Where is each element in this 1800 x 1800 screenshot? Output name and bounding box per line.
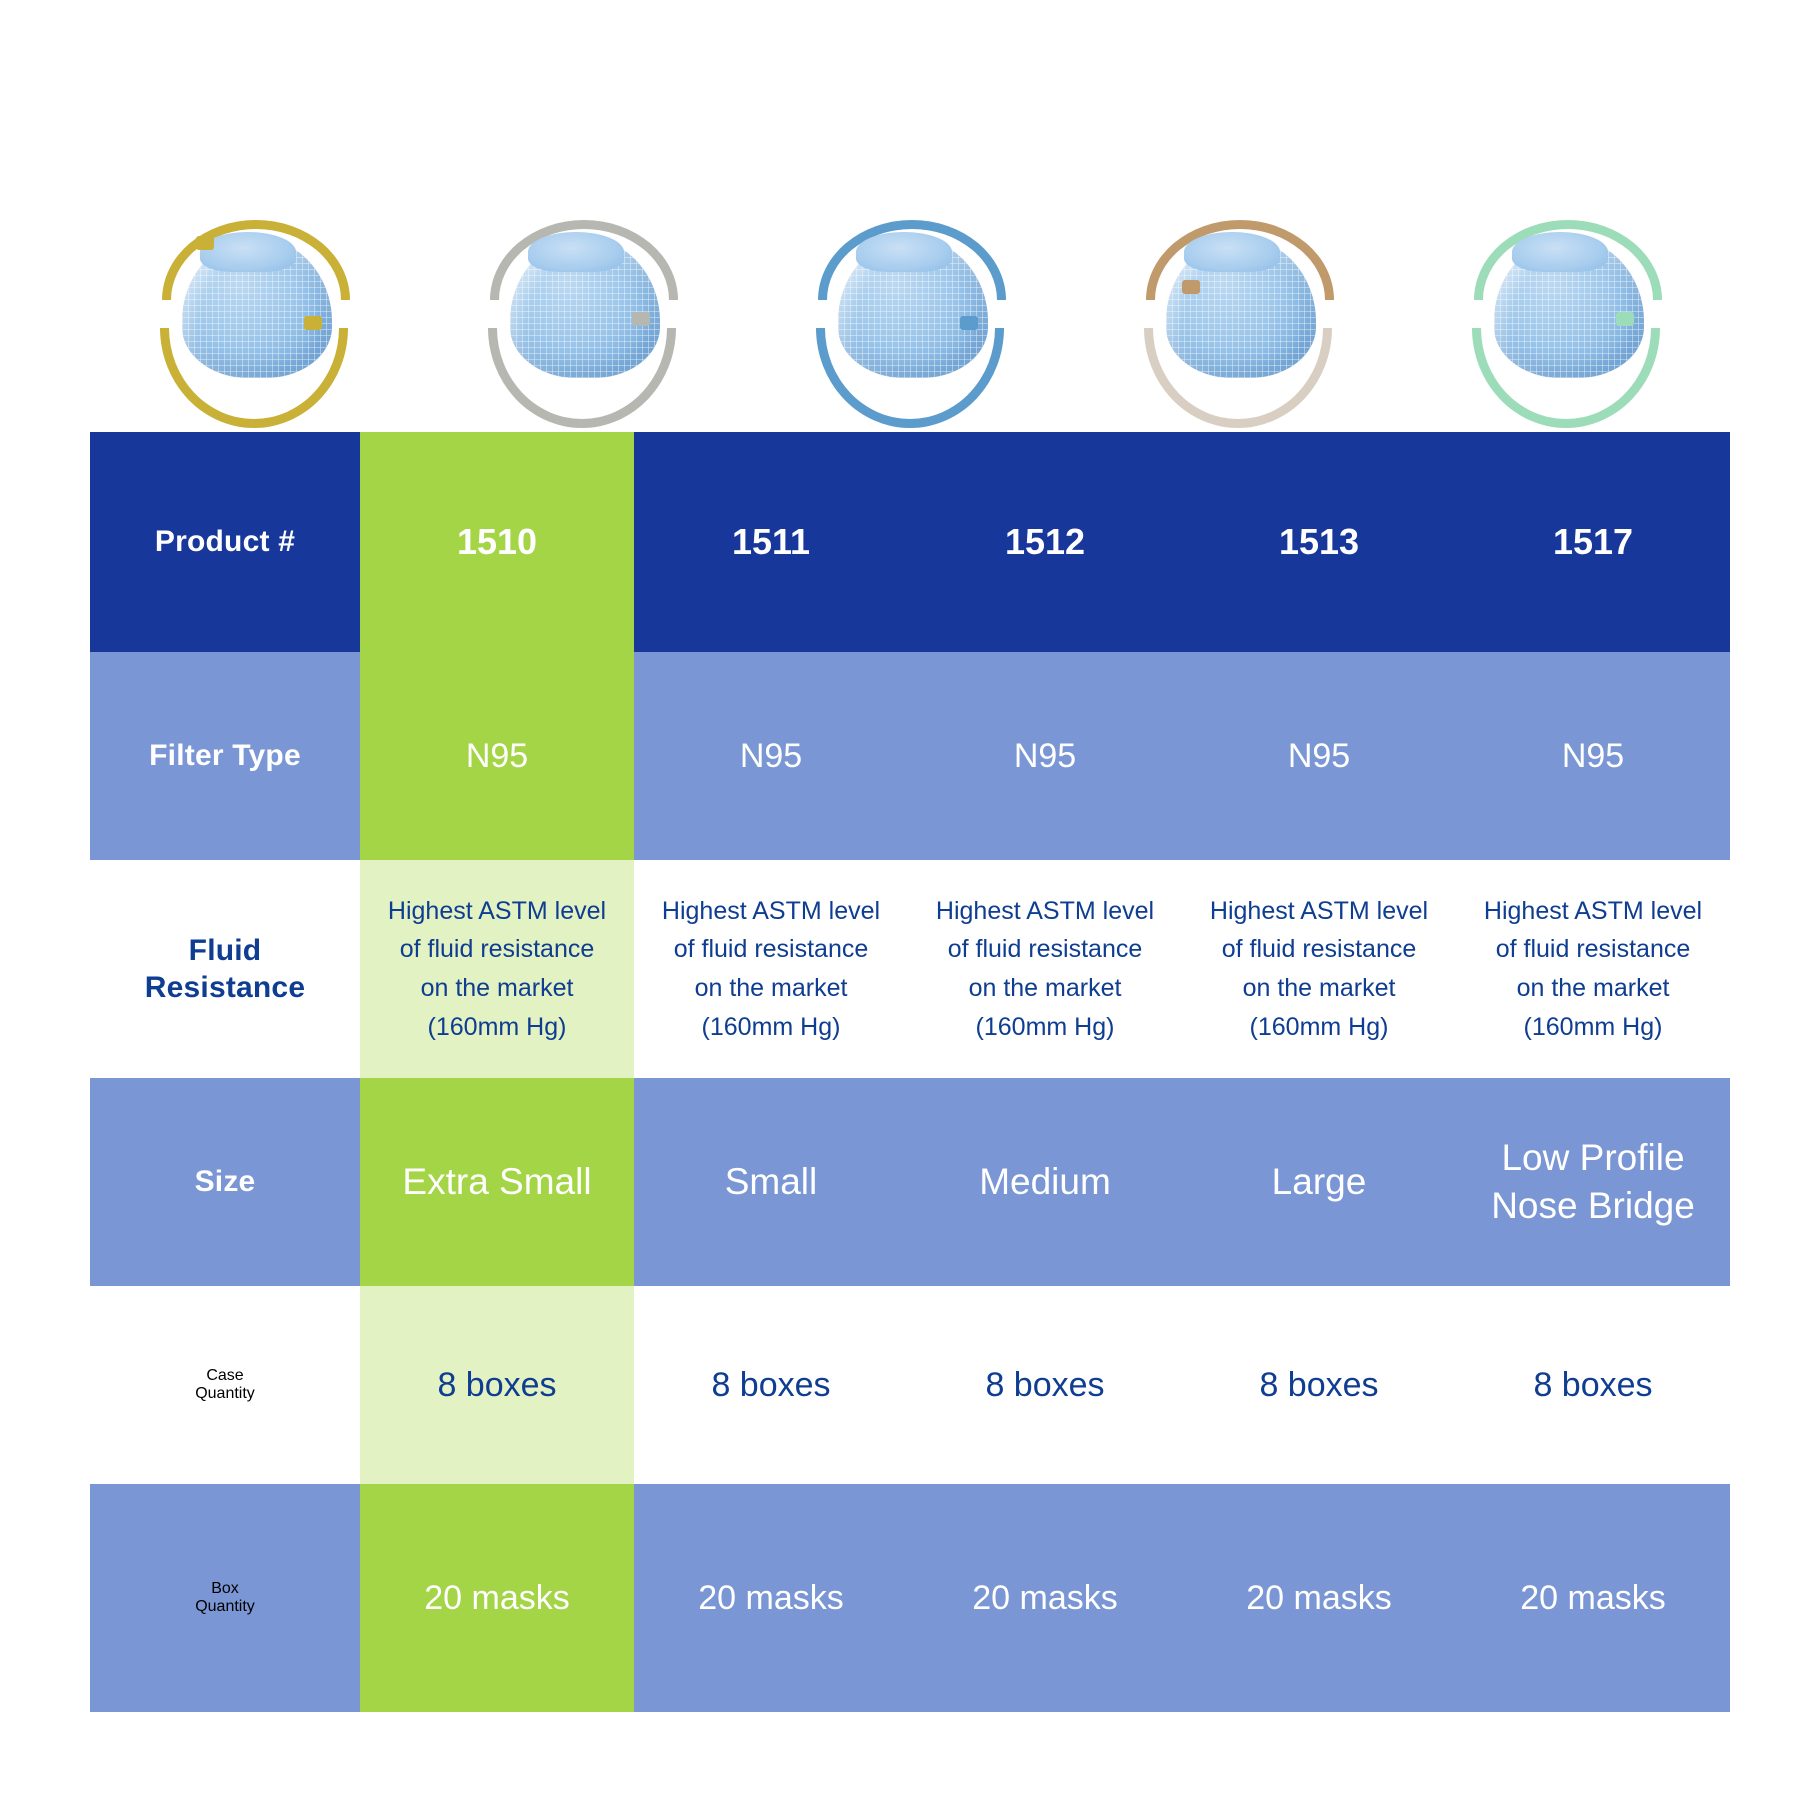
cell-product-number-1510: 1510 <box>360 432 634 652</box>
cell-case-quantity-1510: 8 boxes <box>360 1286 634 1484</box>
fluid-line-4: (160mm Hg) <box>1523 1012 1663 1041</box>
cell-box-quantity-1510: 20 masks <box>360 1484 634 1712</box>
product-comparison-table <box>90 432 1730 1712</box>
size-line-1: Low Profile <box>1501 1136 1685 1178</box>
fluid-line-3: on the market <box>1516 974 1670 1002</box>
cell-filter-type-1511: N95 <box>634 652 908 860</box>
cell-case-quantity-1511: 8 boxes <box>634 1286 908 1484</box>
cell-box-quantity-1512: 20 masks <box>908 1484 1182 1712</box>
cell-product-number-1517: 1517 <box>1456 432 1730 652</box>
fluid-line-2: of fluid resistance <box>947 935 1143 964</box>
fluid-line-3: on the market <box>968 974 1122 1002</box>
cell-size-1513: Large <box>1182 1078 1456 1286</box>
table-row-case-quantity <box>90 1286 1730 1484</box>
table-row-box-quantity <box>90 1484 1730 1712</box>
row-label-fluid-resistance <box>90 860 360 1078</box>
cell-size-1517 <box>1456 1078 1730 1286</box>
fluid-line-1: Highest ASTM level <box>661 896 881 925</box>
n95-mask-1517-icon <box>1466 220 1666 430</box>
product-image-cell-1511 <box>418 150 746 430</box>
fluid-line-3: on the market <box>420 974 574 1002</box>
fluid-line-4: (160mm Hg) <box>701 1012 841 1041</box>
table-row-product-number <box>90 432 1730 652</box>
cell-product-number-1511: 1511 <box>634 432 908 652</box>
n95-mask-1511-icon <box>482 220 682 430</box>
cell-fluid-resistance-1510 <box>360 860 634 1078</box>
fluid-line-2: of fluid resistance <box>399 935 595 964</box>
cell-size-1510: Extra Small <box>360 1078 634 1286</box>
fluid-line-1: Highest ASTM level <box>387 896 607 925</box>
cell-filter-type-1513: N95 <box>1182 652 1456 860</box>
fluid-line-3: on the market <box>694 974 848 1002</box>
row-label-case-quantity: Case Quantity <box>90 1286 360 1484</box>
table-row-size <box>90 1078 1730 1286</box>
product-image-cell-1512 <box>746 150 1074 430</box>
cell-fluid-resistance-1513 <box>1182 860 1456 1078</box>
cell-fluid-resistance-1512 <box>908 860 1182 1078</box>
cell-size-1512: Medium <box>908 1078 1182 1286</box>
table-row-fluid-resistance <box>90 860 1730 1078</box>
cell-filter-type-1512: N95 <box>908 652 1182 860</box>
fluid-line-2: of fluid resistance <box>1495 935 1691 964</box>
fluid-line-1: Highest ASTM level <box>935 896 1155 925</box>
cell-fluid-resistance-1511 <box>634 860 908 1078</box>
table-row-filter-type <box>90 652 1730 860</box>
fluid-line-4: (160mm Hg) <box>975 1012 1115 1041</box>
fluid-line-2: of fluid resistance <box>1221 935 1417 964</box>
cell-case-quantity-1512: 8 boxes <box>908 1286 1182 1484</box>
fluid-line-1: Highest ASTM level <box>1209 896 1429 925</box>
fluid-line-4: (160mm Hg) <box>427 1012 567 1041</box>
n95-mask-1510-icon <box>154 220 354 430</box>
product-image-cell-1510 <box>90 150 418 430</box>
product-image-cell-1513 <box>1074 150 1402 430</box>
row-label-product-number: Product # <box>90 432 360 652</box>
size-line-2: Nose Bridge <box>1491 1185 1695 1226</box>
cell-size-1511: Small <box>634 1078 908 1286</box>
n95-mask-1512-icon <box>810 220 1010 430</box>
cell-filter-type-1517: N95 <box>1456 652 1730 860</box>
cell-product-number-1513: 1513 <box>1182 432 1456 652</box>
cell-case-quantity-1513: 8 boxes <box>1182 1286 1456 1484</box>
product-image-row <box>90 150 1730 430</box>
row-label-box-quantity: Box Quantity <box>90 1484 360 1712</box>
cell-box-quantity-1511: 20 masks <box>634 1484 908 1712</box>
cell-box-quantity-1517: 20 masks <box>1456 1484 1730 1712</box>
n95-mask-1513-icon <box>1138 220 1338 430</box>
fluid-line-4: (160mm Hg) <box>1249 1012 1389 1041</box>
fluid-line-2: of fluid resistance <box>673 935 869 964</box>
row-label-filter-type: Filter Type <box>90 652 360 860</box>
cell-product-number-1512: 1512 <box>908 432 1182 652</box>
row-label-fluid-resistance-line1: Fluid Resistance <box>144 933 306 1004</box>
cell-fluid-resistance-1517 <box>1456 860 1730 1078</box>
row-label-size: Size <box>90 1078 360 1286</box>
cell-filter-type-1510: N95 <box>360 652 634 860</box>
cell-case-quantity-1517: 8 boxes <box>1456 1286 1730 1484</box>
fluid-line-1: Highest ASTM level <box>1483 896 1703 925</box>
cell-box-quantity-1513: 20 masks <box>1182 1484 1456 1712</box>
fluid-line-3: on the market <box>1242 974 1396 1002</box>
product-image-cell-1517 <box>1402 150 1730 430</box>
